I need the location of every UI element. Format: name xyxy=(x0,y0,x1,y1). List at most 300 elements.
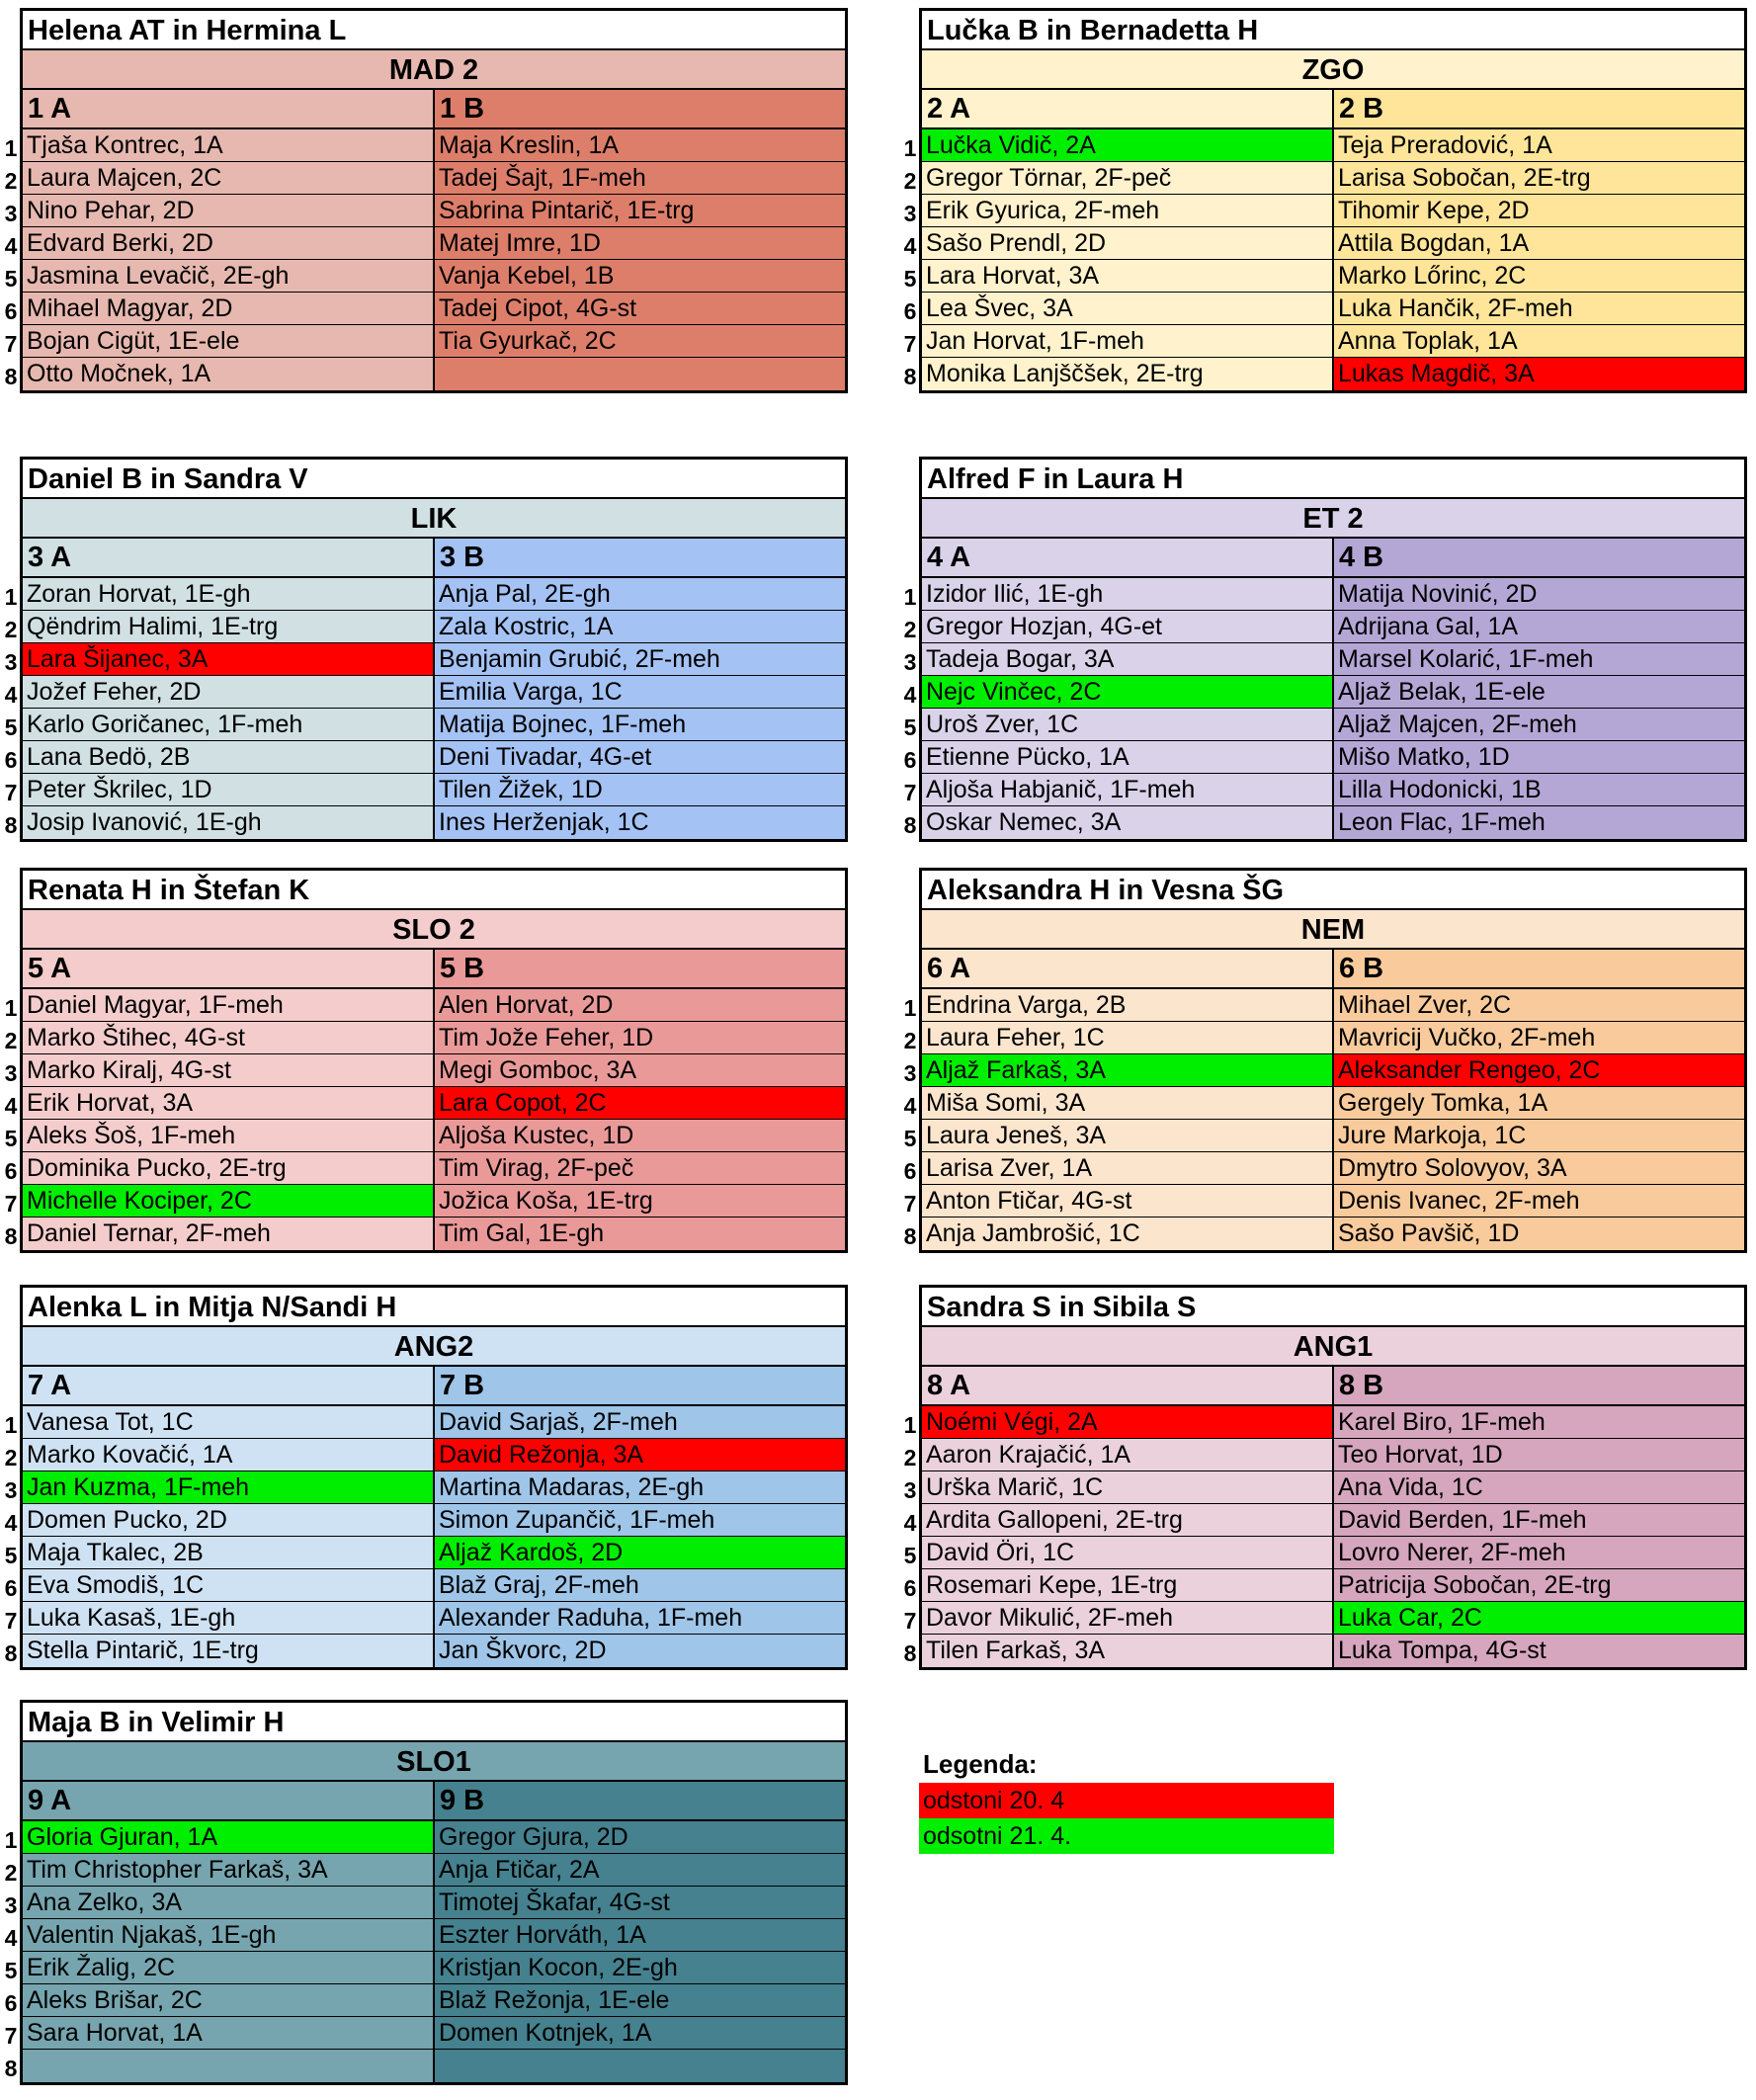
student-row xyxy=(922,325,1744,358)
row-number: 2 xyxy=(4,1445,18,1470)
class-header-row xyxy=(23,90,845,129)
student-row xyxy=(922,1120,1744,1152)
student-row xyxy=(23,2017,845,2050)
student-cell-a: Monika Lanjščšek, 2E-trg xyxy=(922,358,1334,390)
student-row xyxy=(922,227,1744,260)
student-row xyxy=(922,1054,1744,1087)
student-cell-a: Noémi Végi, 2A xyxy=(922,1406,1334,1438)
row-numbers xyxy=(901,581,919,842)
row-number: 5 xyxy=(4,266,18,292)
student-cell-a: Ardita Gallopeni, 2E-trg xyxy=(922,1504,1334,1536)
group-teachers: Maja B in Velimir H xyxy=(23,1703,845,1742)
student-cell-a: Etienne Pücko, 1A xyxy=(922,741,1334,773)
student-row xyxy=(922,293,1744,325)
student-cell-b: Aljaž Majcen, 2F-meh xyxy=(1334,709,1744,740)
student-cell-a: Jožef Feher, 2D xyxy=(23,676,435,708)
class-b-header: 9 B xyxy=(435,1782,845,1819)
row-number: 1 xyxy=(903,584,917,610)
student-row xyxy=(23,1185,845,1218)
student-cell-b: Aljaž Kardoš, 2D xyxy=(435,1537,845,1568)
row-number: 1 xyxy=(4,1827,18,1853)
student-cell-b: Marko Lőrinc, 2C xyxy=(1334,260,1744,292)
student-row xyxy=(23,1887,845,1919)
group-subject: MAD 2 xyxy=(23,50,845,90)
student-cell-b: Lovro Nerer, 2F-meh xyxy=(1334,1537,1744,1568)
class-b-header: 2 B xyxy=(1334,90,1744,127)
row-number: 8 xyxy=(903,1223,917,1249)
student-cell-b: Gergely Tomka, 1A xyxy=(1334,1087,1744,1119)
row-number: 2 xyxy=(4,168,18,194)
student-cell-a: Valentin Njakaš, 1E-gh xyxy=(23,1919,435,1951)
student-cell-b: David Režonja, 3A xyxy=(435,1439,845,1470)
student-cell-a: Michelle Kociper, 2C xyxy=(23,1185,435,1217)
student-cell-b: Teo Horvat, 1D xyxy=(1334,1439,1744,1470)
student-cell-a: Rosemari Kepe, 1E-trg xyxy=(922,1569,1334,1601)
student-cell-a: Marko Kovačić, 1A xyxy=(23,1439,435,1470)
row-number: 1 xyxy=(903,995,917,1021)
student-row xyxy=(23,129,845,162)
class-header-row xyxy=(23,1367,845,1406)
group-table xyxy=(20,868,848,1253)
student-row xyxy=(23,195,845,227)
class-b-header: 1 B xyxy=(435,90,845,127)
student-row xyxy=(23,293,845,325)
row-number: 8 xyxy=(903,1640,917,1666)
group-table xyxy=(20,1700,848,2085)
group-subject: NEM xyxy=(922,910,1744,950)
row-number: 3 xyxy=(4,1477,18,1503)
row-number: 3 xyxy=(4,649,18,675)
row-number: 6 xyxy=(903,1575,917,1601)
student-row xyxy=(23,578,845,611)
row-number: 2 xyxy=(4,1028,18,1053)
class-header-row xyxy=(922,1367,1744,1406)
class-header-row xyxy=(23,1782,845,1821)
student-row xyxy=(922,358,1744,390)
row-number: 6 xyxy=(4,1990,18,2016)
row-number: 7 xyxy=(903,780,917,805)
student-row xyxy=(922,1022,1744,1054)
student-cell-b: Timotej Škafar, 4G-st xyxy=(435,1887,845,1918)
student-cell-a: Mihael Magyar, 2D xyxy=(23,293,435,324)
student-cell-b: Blaž Režonja, 1E-ele xyxy=(435,1984,845,2016)
student-cell-b: Emilia Varga, 1C xyxy=(435,676,845,708)
class-header-row xyxy=(922,950,1744,989)
student-row xyxy=(922,129,1744,162)
student-cell-a: Erik Gyurica, 2F-meh xyxy=(922,195,1334,226)
student-row xyxy=(922,578,1744,611)
student-cell-b: Anna Toplak, 1A xyxy=(1334,325,1744,357)
student-row xyxy=(23,1120,845,1152)
student-cell-b: Luka Hančik, 2F-meh xyxy=(1334,293,1744,324)
student-cell-a: Peter Škrilec, 1D xyxy=(23,774,435,805)
row-number: 5 xyxy=(903,1543,917,1568)
student-cell-b: Jožica Koša, 1E-trg xyxy=(435,1185,845,1217)
row-number: 2 xyxy=(903,168,917,194)
student-cell-a: Ana Zelko, 3A xyxy=(23,1887,435,1918)
group-teachers: Alfred F in Laura H xyxy=(922,460,1744,499)
row-number: 5 xyxy=(903,266,917,292)
student-cell-a: Miša Somi, 3A xyxy=(922,1087,1334,1119)
row-number: 5 xyxy=(903,1126,917,1151)
row-number: 4 xyxy=(903,233,917,259)
row-number: 4 xyxy=(903,1510,917,1536)
student-cell-b: Mavricij Vučko, 2F-meh xyxy=(1334,1022,1744,1053)
group-teachers: Helena AT in Hermina L xyxy=(23,11,845,50)
class-a-header: 9 A xyxy=(23,1782,435,1819)
row-number: 6 xyxy=(4,747,18,773)
student-cell-b: Dmytro Solovyov, 3A xyxy=(1334,1152,1744,1184)
student-cell-b: Ines Herženjak, 1C xyxy=(435,806,845,839)
row-number: 7 xyxy=(903,1608,917,1634)
student-row xyxy=(23,1602,845,1635)
student-row xyxy=(922,709,1744,741)
student-cell-b: Tim Jože Feher, 1D xyxy=(435,1022,845,1053)
student-cell-a: Maja Tkalec, 2B xyxy=(23,1537,435,1568)
student-cell-b xyxy=(435,358,845,390)
student-row xyxy=(922,1537,1744,1569)
student-cell-b: Marsel Kolarić, 1F-meh xyxy=(1334,643,1744,675)
row-number: 3 xyxy=(903,1060,917,1086)
student-cell-a: Bojan Cigüt, 1E-ele xyxy=(23,325,435,357)
student-cell-a: David Öri, 1C xyxy=(922,1537,1334,1568)
student-row xyxy=(23,227,845,260)
row-number: 6 xyxy=(4,298,18,324)
row-number: 3 xyxy=(4,201,18,226)
student-cell-a: Izidor Ilić, 1E-gh xyxy=(922,578,1334,610)
student-cell-a: Nejc Vinčec, 2C xyxy=(922,676,1334,708)
student-cell-b: Kristjan Kocon, 2E-gh xyxy=(435,1952,845,1983)
row-number: 8 xyxy=(4,364,18,389)
student-cell-a: Karlo Goričanec, 1F-meh xyxy=(23,709,435,740)
group-teachers: Aleksandra H in Vesna ŠG xyxy=(922,871,1744,910)
row-number: 4 xyxy=(903,682,917,708)
student-cell-b: Tim Virag, 2F-peč xyxy=(435,1152,845,1184)
student-row xyxy=(23,1471,845,1504)
class-header-row xyxy=(23,950,845,989)
student-row xyxy=(922,1602,1744,1635)
student-cell-b: David Sarjaš, 2F-meh xyxy=(435,1406,845,1438)
student-cell-b: Blaž Graj, 2F-meh xyxy=(435,1569,845,1601)
student-row xyxy=(23,1952,845,1984)
student-cell-a: Eva Smodiš, 1C xyxy=(23,1569,435,1601)
student-cell-a: Gregor Törnar, 2F-peč xyxy=(922,162,1334,194)
row-number: 5 xyxy=(4,714,18,740)
student-cell-b: Tadej Šajt, 1F-meh xyxy=(435,162,845,194)
group-subject: SLO1 xyxy=(23,1742,845,1782)
row-number: 3 xyxy=(4,1060,18,1086)
class-b-header: 3 B xyxy=(435,539,845,576)
row-number: 4 xyxy=(903,1093,917,1119)
student-cell-a: Lara Šijanec, 3A xyxy=(23,643,435,675)
student-cell-a: Laura Feher, 1C xyxy=(922,1022,1334,1053)
student-cell-b: Ana Vida, 1C xyxy=(1334,1471,1744,1503)
row-number: 4 xyxy=(4,233,18,259)
student-cell-a: Sara Horvat, 1A xyxy=(23,2017,435,2049)
student-row xyxy=(23,358,845,390)
student-cell-a: Aaron Krajačić, 1A xyxy=(922,1439,1334,1470)
student-row xyxy=(922,611,1744,643)
student-row xyxy=(23,741,845,774)
student-cell-b: Vanja Kebel, 1B xyxy=(435,260,845,292)
student-row xyxy=(23,1919,845,1952)
class-a-header: 8 A xyxy=(922,1367,1334,1404)
student-row xyxy=(23,1984,845,2017)
row-number: 6 xyxy=(4,1158,18,1184)
class-a-header: 6 A xyxy=(922,950,1334,987)
student-cell-b: Martina Madaras, 2E-gh xyxy=(435,1471,845,1503)
student-cell-b: Zala Kostric, 1A xyxy=(435,611,845,642)
student-row xyxy=(922,1087,1744,1120)
student-cell-a: Qëndrim Halimi, 1E-trg xyxy=(23,611,435,642)
row-number: 5 xyxy=(4,1958,18,1983)
row-number: 8 xyxy=(4,1223,18,1249)
student-cell-a: Zoran Horvat, 1E-gh xyxy=(23,578,435,610)
student-row xyxy=(23,709,845,741)
class-b-header: 4 B xyxy=(1334,539,1744,576)
row-numbers xyxy=(901,992,919,1253)
student-cell-b: Karel Biro, 1F-meh xyxy=(1334,1406,1744,1438)
student-row xyxy=(922,1406,1744,1439)
student-cell-a: Lučka Vidič, 2A xyxy=(922,129,1334,161)
row-numbers xyxy=(901,132,919,393)
row-number: 6 xyxy=(903,298,917,324)
student-row xyxy=(23,611,845,643)
student-cell-a: Tilen Farkaš, 3A xyxy=(922,1635,1334,1667)
student-cell-a: Luka Kasaš, 1E-gh xyxy=(23,1602,435,1634)
group-teachers: Renata H in Štefan K xyxy=(23,871,845,910)
student-cell-a: Marko Štihec, 4G-st xyxy=(23,1022,435,1053)
student-cell-b: Jan Škvorc, 2D xyxy=(435,1635,845,1667)
student-row xyxy=(23,1022,845,1054)
student-cell-a: Otto Močnek, 1A xyxy=(23,358,435,390)
student-cell-a: Domen Pucko, 2D xyxy=(23,1504,435,1536)
row-number: 8 xyxy=(4,2056,18,2081)
student-cell-a: Jan Horvat, 1F-meh xyxy=(922,325,1334,357)
student-cell-a: Daniel Magyar, 1F-meh xyxy=(23,989,435,1021)
row-number: 2 xyxy=(4,617,18,642)
student-cell-b: Tia Gyurkač, 2C xyxy=(435,325,845,357)
student-cell-a: Anja Jambrošić, 1C xyxy=(922,1218,1334,1250)
student-cell-b: Alen Horvat, 2D xyxy=(435,989,845,1021)
row-number: 1 xyxy=(4,1412,18,1438)
student-cell-b: Jure Markoja, 1C xyxy=(1334,1120,1744,1151)
row-number: 1 xyxy=(903,1412,917,1438)
class-header-row xyxy=(23,539,845,578)
class-b-header: 8 B xyxy=(1334,1367,1744,1404)
student-cell-b: Luka Car, 2C xyxy=(1334,1602,1744,1634)
student-row xyxy=(922,1504,1744,1537)
group-subject: ANG2 xyxy=(23,1327,845,1367)
student-cell-b: Anja Pal, 2E-gh xyxy=(435,578,845,610)
group-subject: SLO 2 xyxy=(23,910,845,950)
row-number: 7 xyxy=(903,331,917,357)
student-cell-b: Leon Flac, 1F-meh xyxy=(1334,806,1744,839)
student-cell-b: Matija Bojnec, 1F-meh xyxy=(435,709,845,740)
student-cell-a: Davor Mikulić, 2F-meh xyxy=(922,1602,1334,1634)
student-cell-a: Dominika Pucko, 2E-trg xyxy=(23,1152,435,1184)
student-cell-b: David Berden, 1F-meh xyxy=(1334,1504,1744,1536)
student-cell-b: Mišo Matko, 1D xyxy=(1334,741,1744,773)
legend-item-absent-21-4: odsotni 21. 4. xyxy=(919,1818,1334,1854)
student-cell-a: Tadeja Bogar, 3A xyxy=(922,643,1334,675)
row-number: 1 xyxy=(903,135,917,161)
student-cell-a: Sašo Prendl, 2D xyxy=(922,227,1334,259)
row-number: 2 xyxy=(903,1445,917,1470)
student-row xyxy=(23,676,845,709)
student-row xyxy=(922,1471,1744,1504)
student-cell-b: Lilla Hodonicki, 1B xyxy=(1334,774,1744,805)
student-cell-b: Denis Ivanec, 2F-meh xyxy=(1334,1185,1744,1217)
student-row xyxy=(922,1635,1744,1667)
class-a-header: 4 A xyxy=(922,539,1334,576)
student-row xyxy=(23,1087,845,1120)
student-cell-b: Aljaž Belak, 1E-ele xyxy=(1334,676,1744,708)
row-number: 7 xyxy=(4,780,18,805)
student-cell-b: Megi Gomboc, 3A xyxy=(435,1054,845,1086)
student-row xyxy=(922,1218,1744,1250)
group-teachers: Sandra S in Sibila S xyxy=(922,1288,1744,1327)
student-cell-b: Adrijana Gal, 1A xyxy=(1334,611,1744,642)
row-number: 3 xyxy=(903,201,917,226)
student-cell-b: Tadej Cipot, 4G-st xyxy=(435,293,845,324)
student-cell-a: Oskar Nemec, 3A xyxy=(922,806,1334,839)
row-number: 7 xyxy=(4,2023,18,2049)
student-row xyxy=(23,260,845,293)
row-number: 6 xyxy=(4,1575,18,1601)
student-row xyxy=(23,806,845,839)
student-cell-b: Tilen Žižek, 1D xyxy=(435,774,845,805)
row-number: 7 xyxy=(903,1191,917,1217)
row-number: 8 xyxy=(903,364,917,389)
student-cell-a: Anton Ftičar, 4G-st xyxy=(922,1185,1334,1217)
student-cell-b: Anja Ftičar, 2A xyxy=(435,1854,845,1886)
row-number: 2 xyxy=(4,1860,18,1886)
student-cell-b: Attila Bogdan, 1A xyxy=(1334,227,1744,259)
group-teachers: Alenka L in Mitja N/Sandi H xyxy=(23,1288,845,1327)
row-number: 3 xyxy=(4,1892,18,1918)
student-cell-a: Nino Pehar, 2D xyxy=(23,195,435,226)
row-number: 8 xyxy=(4,812,18,838)
student-cell-b: Benjamin Grubić, 2F-meh xyxy=(435,643,845,675)
student-cell-a: Lea Švec, 3A xyxy=(922,293,1334,324)
student-cell-b: Simon Zupančič, 1F-meh xyxy=(435,1504,845,1536)
row-number: 8 xyxy=(903,812,917,838)
row-numbers xyxy=(2,992,20,1253)
student-cell-b: Matija Novinić, 2D xyxy=(1334,578,1744,610)
student-cell-a: Jasmina Levačič, 2E-gh xyxy=(23,260,435,292)
row-number: 8 xyxy=(4,1640,18,1666)
row-number: 4 xyxy=(4,1925,18,1951)
group-table xyxy=(919,1285,1747,1670)
group-teachers: Daniel B in Sandra V xyxy=(23,460,845,499)
row-numbers xyxy=(2,1824,20,2085)
student-cell-a: Erik Žalig, 2C xyxy=(23,1952,435,1983)
row-number: 3 xyxy=(903,1477,917,1503)
student-cell-a: Vanesa Tot, 1C xyxy=(23,1406,435,1438)
student-cell-b: Larisa Sobočan, 2E-trg xyxy=(1334,162,1744,194)
student-row xyxy=(23,643,845,676)
student-row xyxy=(23,2050,845,2082)
student-cell-a: Erik Horvat, 3A xyxy=(23,1087,435,1119)
student-cell-a: Aleks Šoš, 1F-meh xyxy=(23,1120,435,1151)
legend xyxy=(919,1745,1334,1854)
legend-item-absent-20-4: odstoni 20. 4 xyxy=(919,1783,1334,1818)
student-cell-a: Josip Ivanović, 1E-gh xyxy=(23,806,435,839)
student-cell-a: Tjaša Kontrec, 1A xyxy=(23,129,435,161)
group-table xyxy=(20,8,848,393)
student-cell-b: Domen Kotnjek, 1A xyxy=(435,2017,845,2049)
student-row xyxy=(23,1504,845,1537)
row-number: 7 xyxy=(4,1191,18,1217)
row-numbers xyxy=(2,1409,20,1670)
student-cell-b: Tihomir Kepe, 2D xyxy=(1334,195,1744,226)
student-cell-b: Lara Copot, 2C xyxy=(435,1087,845,1119)
group-subject: ET 2 xyxy=(922,499,1744,539)
class-header-row xyxy=(922,539,1744,578)
class-a-header: 7 A xyxy=(23,1367,435,1404)
student-cell-b: Maja Kreslin, 1A xyxy=(435,129,845,161)
row-number: 4 xyxy=(4,682,18,708)
student-row xyxy=(922,676,1744,709)
student-row xyxy=(23,1152,845,1185)
row-number: 1 xyxy=(4,995,18,1021)
student-cell-b: Sašo Pavšič, 1D xyxy=(1334,1218,1744,1250)
student-cell-b: Matej Imre, 1D xyxy=(435,227,845,259)
group-subject: ANG1 xyxy=(922,1327,1744,1367)
student-cell-b: Alexander Raduha, 1F-meh xyxy=(435,1602,845,1634)
student-row xyxy=(23,989,845,1022)
row-numbers xyxy=(901,1409,919,1670)
student-cell-a xyxy=(23,2050,435,2082)
student-cell-a: Uroš Zver, 1C xyxy=(922,709,1334,740)
student-cell-a: Lara Horvat, 3A xyxy=(922,260,1334,292)
row-number: 1 xyxy=(4,584,18,610)
class-a-header: 1 A xyxy=(23,90,435,127)
student-cell-b: Mihael Zver, 2C xyxy=(1334,989,1744,1021)
student-row xyxy=(922,1569,1744,1602)
class-header-row xyxy=(922,90,1744,129)
student-cell-a: Jan Kuzma, 1F-meh xyxy=(23,1471,435,1503)
student-cell-a: Laura Jeneš, 3A xyxy=(922,1120,1334,1151)
student-row xyxy=(922,1152,1744,1185)
student-cell-a: Marko Kiralj, 4G-st xyxy=(23,1054,435,1086)
class-b-header: 5 B xyxy=(435,950,845,987)
student-row xyxy=(23,1635,845,1667)
student-row xyxy=(922,162,1744,195)
student-cell-a: Aljaž Farkaš, 3A xyxy=(922,1054,1334,1086)
group-teachers: Lučka B in Bernadetta H xyxy=(922,11,1744,50)
group-table xyxy=(919,8,1747,393)
student-cell-b: Aleksander Rengeo, 2C xyxy=(1334,1054,1744,1086)
student-row xyxy=(922,195,1744,227)
row-number: 6 xyxy=(903,1158,917,1184)
row-number: 3 xyxy=(903,649,917,675)
student-cell-a: Endrina Varga, 2B xyxy=(922,989,1334,1021)
student-cell-a: Tim Christopher Farkaš, 3A xyxy=(23,1854,435,1886)
class-a-header: 2 A xyxy=(922,90,1334,127)
student-cell-b: Deni Tivadar, 4G-et xyxy=(435,741,845,773)
student-row xyxy=(23,1054,845,1087)
row-number: 5 xyxy=(4,1126,18,1151)
row-number: 7 xyxy=(4,331,18,357)
student-row xyxy=(23,1218,845,1250)
class-a-header: 3 A xyxy=(23,539,435,576)
student-row xyxy=(23,1537,845,1569)
row-number: 5 xyxy=(4,1543,18,1568)
student-cell-a: Gregor Hozjan, 4G-et xyxy=(922,611,1334,642)
student-cell-b xyxy=(435,2050,845,2082)
